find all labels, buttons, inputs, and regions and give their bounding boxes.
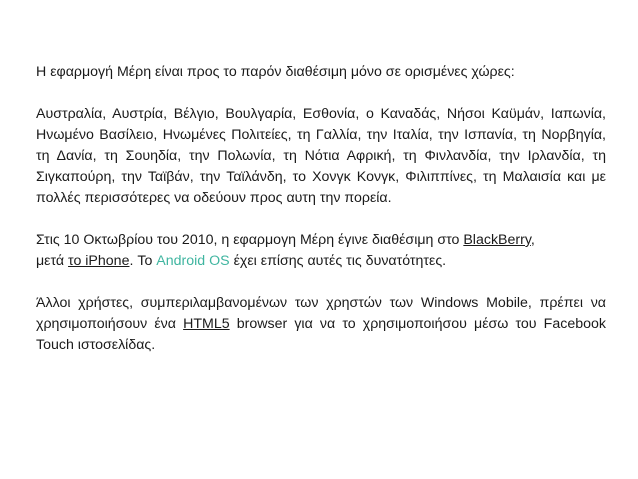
iphone-link[interactable]: το iPhone [68, 253, 130, 269]
android-os-label: Android OS [156, 253, 230, 269]
availability-paragraph [36, 230, 606, 272]
availability-after-text: μετά [36, 253, 69, 269]
availability-comma: , [530, 232, 535, 248]
intro-paragraph: Η εφαρμογή Μέρη είναι προς το παρόν διαθέσιμη μόνο σε ορισμένες χώρες: [36, 64, 515, 80]
html5-link[interactable]: HTML5 [183, 316, 230, 332]
blackberry-link[interactable]: BlackBerry [463, 232, 531, 248]
document-body [36, 62, 606, 356]
countries-paragraph: Αυστραλία, Αυστρία, Βέλγιο, Βουλγαρία, Εσθονία, ο Καναδάς, Νήσοι Καϋμάν, Ιαπωνία, Ηνωμένο Βασίλειο, Ηνωμένες Πολιτείες, τη Γαλλία, την Ιταλία, την Ισπανία, τη Νορβηγία, τη Δανία, τη Σουηδία, την Πολωνία, τη Νότια Αφρική, τη Φινλανδία, την Ιρλανδία, τη Σιγκαπούρη, την Ταϊβάν, την Ταϊλάνδη, το Χονγκ Κονγκ, Φιλιππίνες, τη Μαλαισία και με πολλές περισσότερες να οδεύουν προς αυτη την πορεία. [36, 106, 606, 206]
browser-text: browser για να το χρησιμοποιήσου μέσω του Facebook Touch ιστοσελίδας. [36, 316, 606, 353]
android-features-text: έχει επίσης αυτές τις δυνατότητες. [229, 253, 447, 269]
availability-text: Στις 10 Οκτωβρίου του 2010, η εφαρμογη Μέρη έγινε διαθέσιμη στο [36, 232, 464, 248]
other-users-paragraph [36, 293, 606, 356]
paragraph-spacer [36, 83, 606, 104]
paragraph-spacer [36, 272, 606, 293]
other-users-text: Άλλοι χρήστες, συμπεριλαμβανομένων των χρηστών των Windows Mobile, πρέπει να χρησιμοποιήσουν ένα [36, 295, 606, 332]
availability-to-text: . Το [129, 253, 157, 269]
paragraph-spacer [36, 209, 606, 230]
